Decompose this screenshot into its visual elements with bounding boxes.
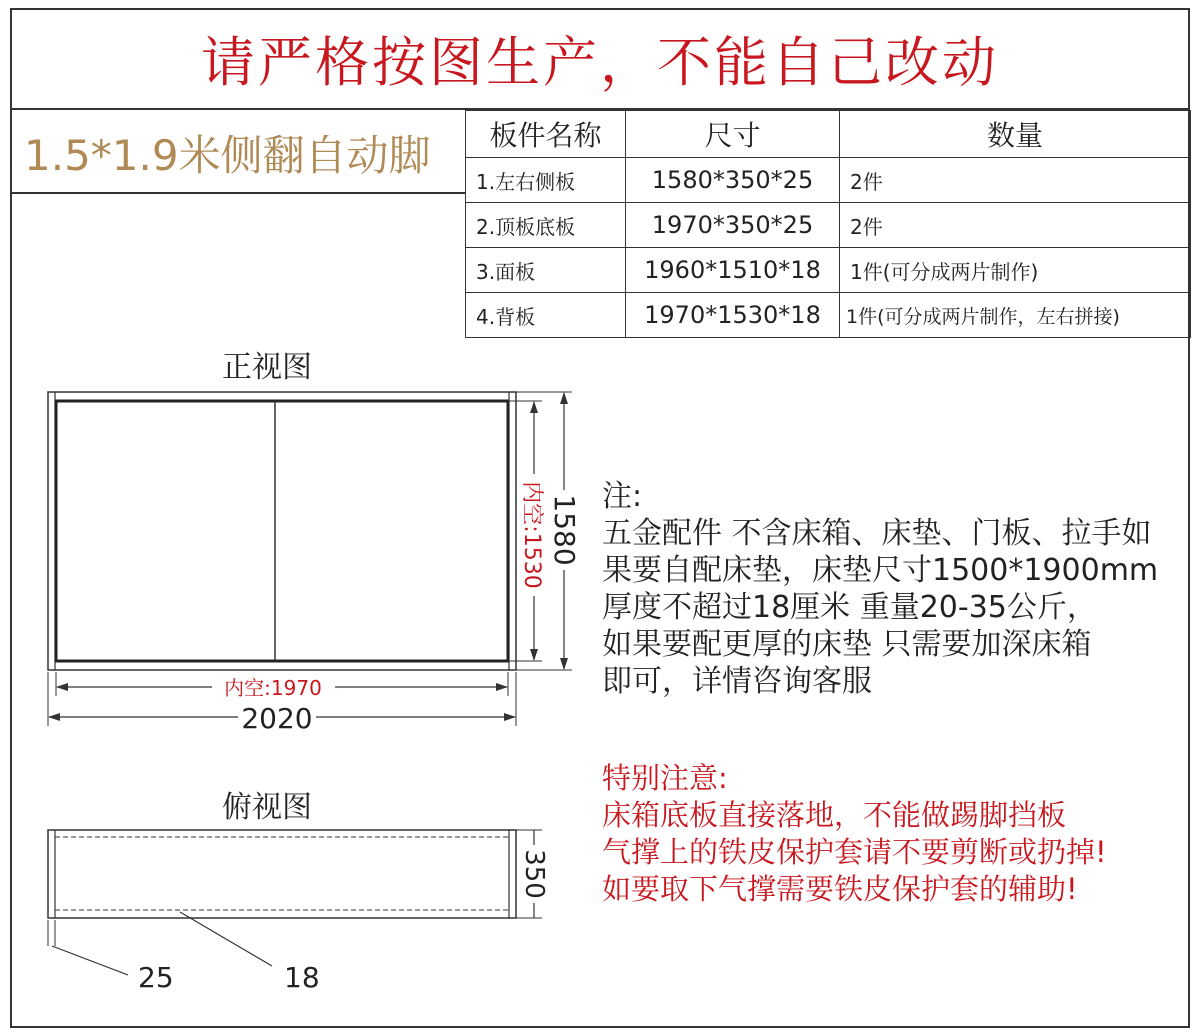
- inner-height-label: 内空:1530: [519, 481, 544, 589]
- warning-line: 气撑上的铁皮保护套请不要剪断或扔掉!: [602, 835, 1107, 869]
- top-view-drawing: [48, 830, 516, 994]
- outer-height-label: 1580: [548, 494, 581, 566]
- warning-line: 特别注意:: [602, 761, 728, 795]
- header-size: 尺寸: [626, 111, 840, 158]
- outer-width-label: 2020: [241, 702, 313, 735]
- front-view-drawing: [48, 392, 516, 670]
- quantity-cell: 2件: [840, 203, 1191, 248]
- depth-dimension: [516, 830, 549, 918]
- note-block: [602, 478, 1192, 700]
- height-dimension: [508, 392, 581, 670]
- part-name-cell: 3.面板: [466, 248, 626, 293]
- size-cell: 1960*1510*18: [626, 248, 840, 293]
- warning-line: 床箱底板直接落地，不能做踢脚挡板: [602, 798, 1067, 832]
- note-line: 五金配件 不含床箱、床垫、门板、拉手如: [602, 516, 1152, 551]
- quantity-cell: 2件: [840, 158, 1191, 203]
- depth-label: 350: [519, 849, 549, 899]
- part-name-cell: 1.左右侧板: [466, 158, 626, 203]
- panel-thickness-label: 18: [284, 961, 320, 994]
- front-view-caption: 正视图: [222, 350, 312, 385]
- part-name-cell: 4.背板: [466, 293, 626, 338]
- special-warning-block: [602, 760, 1192, 908]
- note-line: 厚度不超过18厘米 重量20-35公斤，: [602, 590, 1097, 625]
- note-line: 如果要配更厚的床垫 只需要加深床箱: [602, 627, 1092, 662]
- part-name-cell: 2.顶板底板: [466, 203, 626, 248]
- warning-line: 如要取下气撑需要铁皮保护套的辅助!: [602, 872, 1078, 906]
- inner-width-label: 内空:1970: [224, 676, 322, 700]
- note-line: 果要自配床垫，床垫尺寸1500*1900mm: [602, 553, 1159, 588]
- note-line: 注:: [602, 479, 643, 514]
- side-thickness-label: 25: [138, 961, 174, 994]
- warning-banner: 请严格按图生产，不能自己改动: [10, 8, 1190, 110]
- size-cell: 1580*350*25: [626, 158, 840, 203]
- quantity-cell: 1件(可分成两片制作，左右拼接): [840, 293, 1191, 338]
- quantity-cell: 1件(可分成两片制作): [840, 248, 1191, 293]
- header-quantity: 数量: [840, 111, 1191, 158]
- size-cell: 1970*350*25: [626, 203, 840, 248]
- product-title: 1.5*1.9米侧翻自动脚: [24, 131, 431, 180]
- note-line: 即可，详情咨询客服: [602, 664, 872, 699]
- top-view-caption: 俯视图: [222, 790, 312, 825]
- header-part-name: 板件名称: [466, 111, 626, 158]
- size-cell: 1970*1530*18: [626, 293, 840, 338]
- width-dimension: [48, 672, 516, 735]
